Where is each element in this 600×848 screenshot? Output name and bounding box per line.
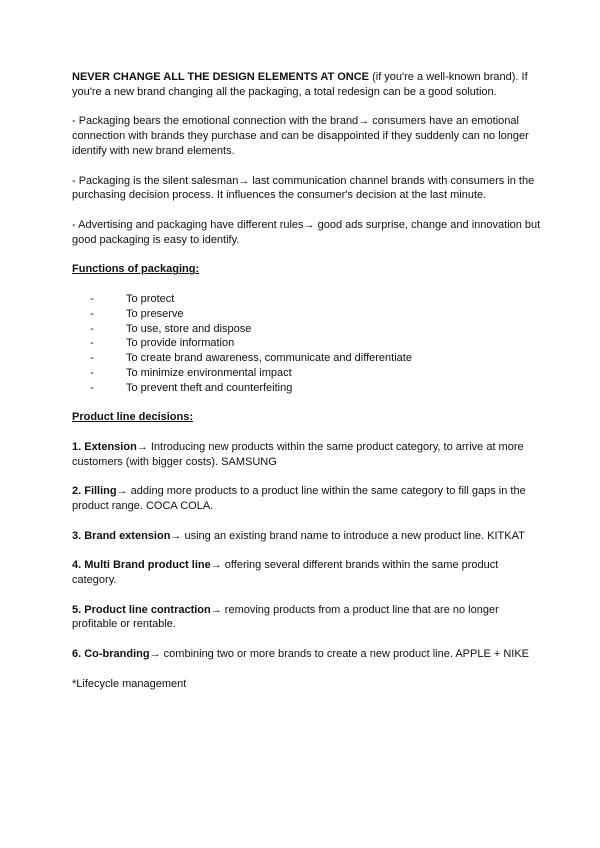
definition: → removing products from a product line that are no longer profitable or rentable.: [72, 603, 499, 631]
product-line-filling: [72, 484, 542, 514]
point-silent-salesman: - Packaging is the silent salesman→ last communication channel brands with consumers in the purchasing decision process. It influences the consumer's decision at the last minute.: [72, 174, 535, 202]
product-line-title: Product line decisions:: [72, 411, 194, 424]
list-item-text: To provide information: [126, 337, 235, 350]
functions-title: Functions of packaging:: [72, 263, 200, 276]
document-page: [72, 70, 542, 691]
definition: → using an existing brand name to introduce a new product line. KITKAT: [170, 529, 525, 542]
list-item: [90, 351, 542, 366]
point-emotional: - Packaging bears the emotional connection with the brand→ consumers have an emotional connection with brands they purchase and can be disappointed if they suddenly can no longer identify with new brand elements.: [72, 115, 529, 157]
definition: → combining two or more brands to create a new product line. APPLE + NIKE: [149, 648, 529, 661]
term: 4. Multi Brand product line: [72, 559, 211, 572]
term: 2. Filling: [72, 485, 117, 498]
list-item-text: To preserve: [126, 307, 184, 320]
product-line-multi-brand: [72, 558, 542, 588]
bullet-dash: -: [90, 352, 94, 365]
term: 6. Co-branding: [72, 648, 150, 661]
product-line-brand-extension: [72, 529, 542, 544]
intro-text: If you're a new brand changing all the packaging, a total redesign can be a good solution.: [72, 71, 528, 98]
intro-heading-note: (if you're a well-known brand).: [369, 71, 519, 83]
list-item: [90, 307, 542, 322]
footnote: *Lifecycle management: [72, 677, 187, 690]
product-line-contraction: [72, 603, 542, 633]
list-item: [90, 322, 542, 337]
point-advertising: - Advertising and packaging have different rules→ good ads surprise, change and innovation but good packaging is easy to identify.: [72, 218, 541, 246]
definition: → adding more products to a product line within the same category to fill gaps in the product range. COCA COLA.: [72, 485, 526, 513]
functions-list: [72, 292, 542, 396]
bullet-dash: -: [90, 322, 94, 335]
intro-paragraph: [72, 70, 542, 100]
product-line-co-branding: [72, 647, 542, 662]
product-line-extension: [72, 440, 542, 470]
term: 5. Product line contraction: [72, 603, 211, 616]
definition: → Introducing new products within the same product category, to arrive at more customers (with bigger costs). SAMSUNG: [72, 440, 524, 468]
list-item: [90, 381, 542, 396]
list-item: [90, 292, 542, 307]
bullet-dash: -: [90, 381, 94, 394]
bullet-dash: -: [90, 337, 94, 350]
list-item-text: To prevent theft and counterfeiting: [126, 381, 293, 394]
bullet-dash: -: [90, 292, 94, 305]
list-item: [90, 336, 542, 351]
definition: → offering several different brands within the same product category.: [72, 559, 499, 587]
list-item: [90, 366, 542, 381]
list-item-text: To minimize environmental impact: [126, 366, 292, 379]
bullet-dash: -: [90, 366, 94, 379]
intro-heading: NEVER CHANGE ALL THE DESIGN ELEMENTS AT ONCE: [72, 71, 370, 83]
term: 1. Extension: [72, 440, 137, 453]
list-item-text: To use, store and dispose: [126, 322, 252, 335]
term: 3. Brand extension: [72, 529, 171, 542]
list-item-text: To protect: [126, 292, 175, 305]
list-item-text: To create brand awareness, communicate and differentiate: [126, 352, 412, 365]
bullet-dash: -: [90, 307, 94, 320]
